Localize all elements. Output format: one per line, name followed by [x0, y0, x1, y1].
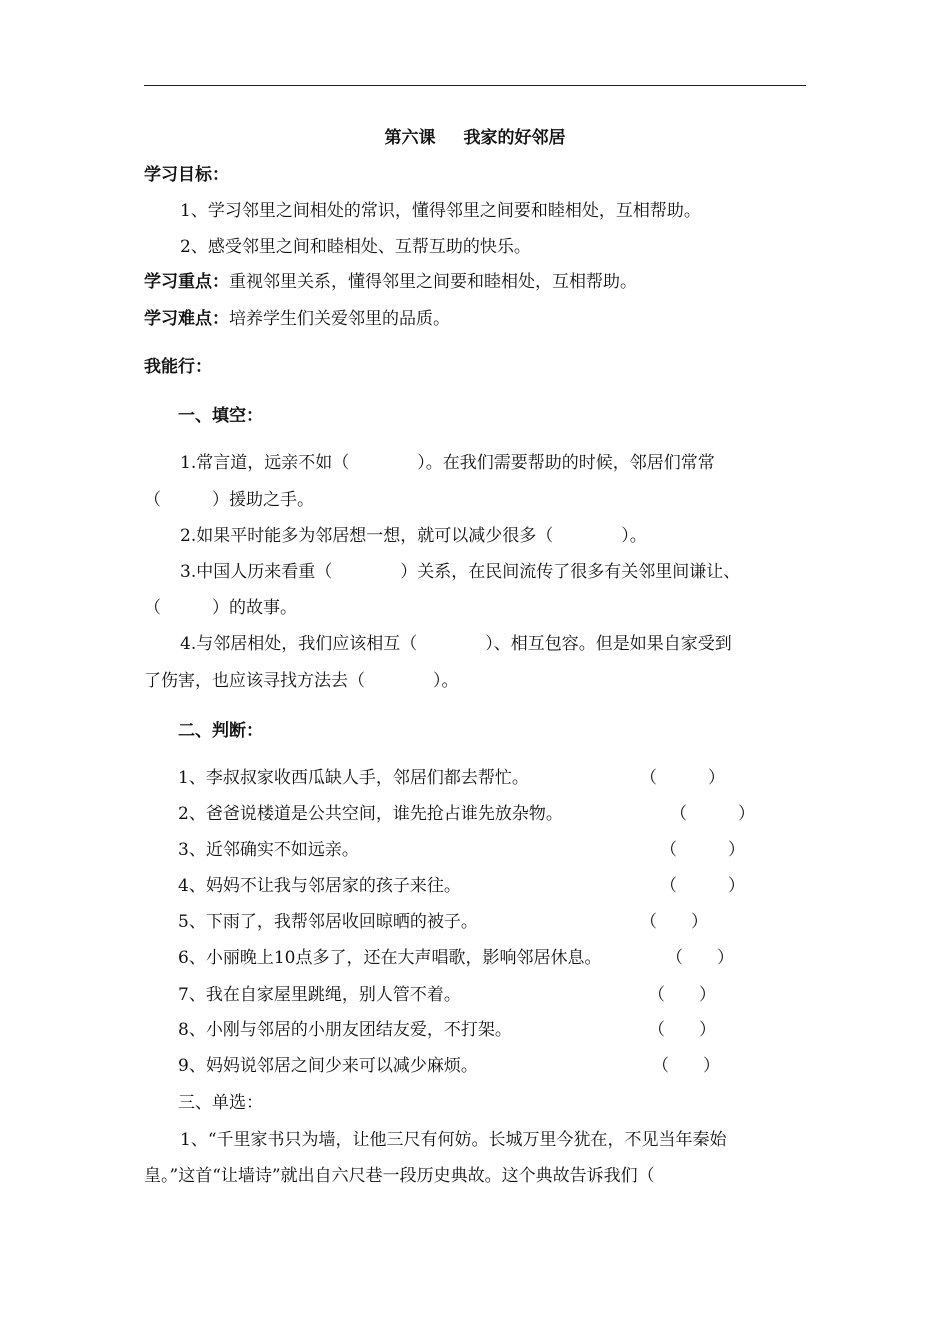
judge-item-3: 3、近邻确实不如远亲。	[178, 840, 359, 860]
judge-answer-9: （ ）	[652, 1056, 720, 1076]
section-heading-main: 我能行：	[144, 357, 212, 377]
fill-q3-line2: （ ）的故事。	[144, 598, 297, 618]
judge-item-1: 1、李叔叔家收西瓜缺人手，邻居们都去帮忙。	[178, 768, 529, 788]
objectives-label: 学习目标：	[144, 165, 229, 185]
key-point-label: 学习重点：	[144, 272, 229, 292]
judge-answer-5: （ ）	[640, 912, 708, 932]
difficulty	[144, 307, 824, 331]
judge-item-6: 6、小丽晚上10点多了，还在大声唱歌，影响邻居休息。	[178, 948, 602, 968]
judge-heading: 二、判断：	[178, 721, 263, 741]
key-point	[144, 270, 824, 294]
fill-q3-line1: 3.中国人历来看重（ ）关系，在民间流传了很多有关邻里间谦让、	[180, 562, 741, 582]
objective-item-2: 2、感受邻里之间和睦相处、互帮互助的快乐。	[180, 237, 531, 257]
judge-item-7: 7、我在自家屋里跳绳，别人管不着。	[178, 985, 461, 1005]
judge-answer-2: （ ）	[670, 804, 755, 824]
fill-q1-line2: （ ）援助之手。	[144, 490, 314, 510]
judge-answer-8: （ ）	[648, 1020, 716, 1040]
difficulty-text: 培养学生们关爱邻里的品质。	[229, 309, 450, 329]
judge-item-2: 2、爸爸说楼道是公共空间，谁先抢占谁先放杂物。	[178, 804, 563, 824]
fill-q4-line1: 4.与邻居相处，我们应该相互（ ）、相互包容。但是如果自家受到	[180, 634, 732, 654]
key-point-text: 重视邻里关系，懂得邻里之间要和睦相处，互相帮助。	[229, 272, 637, 292]
fill-q4-line2: 了伤害，也应该寻找方法去（ ）。	[144, 671, 459, 691]
fill-q2: 2.如果平时能多为邻居想一想，就可以减少很多（ ）。	[180, 526, 647, 546]
judge-answer-3: （ ）	[660, 840, 745, 860]
judge-item-5: 5、下雨了，我帮邻居收回晾晒的被子。	[178, 912, 478, 932]
lesson-name: 我家的好邻居	[463, 128, 566, 148]
objective-item-1: 1、学习邻里之间相处的常识，懂得邻里之间要和睦相处，互相帮助。	[180, 201, 701, 221]
judge-item-9: 9、妈妈说邻居之间少来可以减少麻烦。	[178, 1056, 478, 1076]
difficulty-label: 学习难点：	[144, 309, 229, 329]
judge-answer-4: （ ）	[660, 876, 745, 896]
header-rule	[144, 85, 806, 86]
page-title	[0, 126, 950, 150]
lesson-number: 第六课	[384, 128, 436, 148]
fill-q1-line1: 1.常言道，远亲不如（ ）。在我们需要帮助的时候，邻居们常常	[180, 453, 715, 473]
judge-answer-1: （ ）	[640, 768, 725, 788]
judge-item-8: 8、小刚与邻居的小朋友团结友爱，不打架。	[178, 1020, 512, 1040]
choice-heading: 三、单选：	[178, 1093, 263, 1113]
choice-q1-line2: 皇。”这首“让墙诗”就出自六尺巷一段历史典故。这个典故告诉我们（	[144, 1166, 655, 1186]
judge-item-4: 4、妈妈不让我与邻居家的孩子来往。	[178, 876, 461, 896]
judge-answer-7: （ ）	[648, 985, 716, 1005]
fill-heading: 一、填空：	[178, 406, 263, 426]
judge-answer-6: （ ）	[666, 948, 734, 968]
choice-q1-line1: 1、“千里家书只为墙，让他三尺有何妨。长城万里今犹在，不见当年秦始	[180, 1130, 727, 1150]
